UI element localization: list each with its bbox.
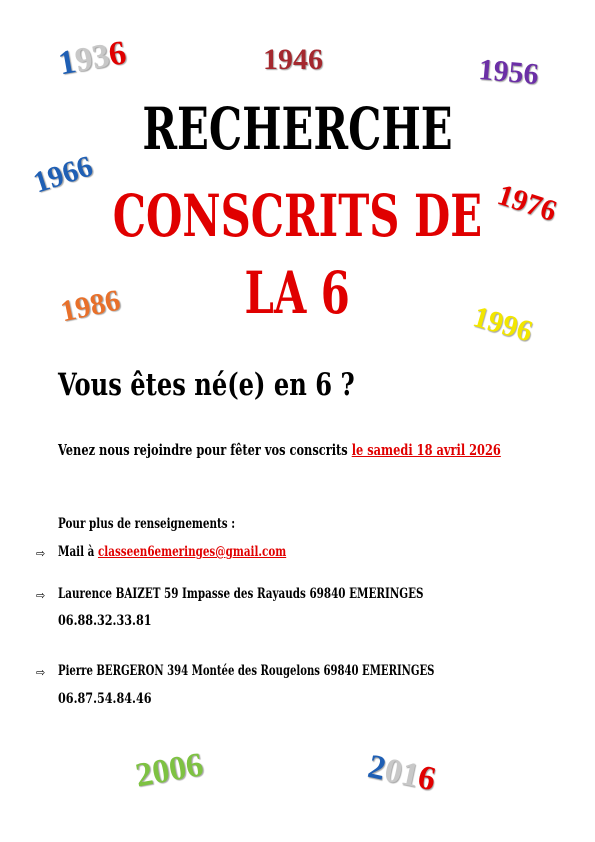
mail-label: Mail à <box>58 544 95 560</box>
question-heading: Vous êtes né(e) en 6 ? <box>58 367 355 403</box>
year-2006: 2006 <box>132 746 207 795</box>
year-2016-digit: 0 <box>381 751 406 792</box>
year-1936-digit: 6 <box>105 34 130 74</box>
invite-date: le samedi 18 avril 2026 <box>351 441 501 459</box>
year-1946: 1946 <box>263 43 323 76</box>
mail-link[interactable]: classeen6emeringes@gmail.com <box>97 544 287 560</box>
arrow-right-icon: ⇨ <box>36 589 46 602</box>
invite-line <box>58 441 501 459</box>
year-1936-digit: 1 <box>55 43 79 83</box>
invite-text: Venez nous rejoindre pour fêter vos conscrits <box>58 441 348 459</box>
arrow-right-icon: ⇨ <box>36 666 46 679</box>
year-2016-digit: 2 <box>364 748 390 788</box>
year-1996: 1996 <box>469 300 537 349</box>
year-1956: 1956 <box>477 53 540 92</box>
headline-line: RECHERCHE <box>142 95 453 163</box>
year-1936-digit: 3 <box>89 37 113 77</box>
contact2-address: Pierre BERGERON 394 Montée des Rougelons 69840 EMERINGES <box>58 663 435 679</box>
mail-line <box>58 544 286 560</box>
headline-conscrits <box>0 182 595 250</box>
year-2016 <box>365 750 439 797</box>
contact1-phone: 06.88.32.33.81 <box>58 613 152 629</box>
year-2016-digit: 6 <box>414 758 439 799</box>
headline-line: LA 6 <box>244 259 351 327</box>
year-1966: 1966 <box>29 149 97 200</box>
contact1-address: Laurence BAIZET 59 Impasse des Rayauds 69840 EMERINGES <box>58 586 424 602</box>
year-1936-digit: 9 <box>72 40 96 80</box>
info-heading: Pour plus de renseignements : <box>58 516 236 532</box>
headline-line: CONSCRITS DE <box>112 182 483 250</box>
headline-recherche <box>0 95 595 163</box>
year-1976: 1976 <box>493 178 561 229</box>
contact2-phone: 06.87.54.84.46 <box>58 691 152 707</box>
year-1936 <box>56 36 129 81</box>
year-1986: 1986 <box>57 283 124 329</box>
year-2016-digit: 1 <box>397 755 423 795</box>
arrow-right-icon: ⇨ <box>36 547 46 560</box>
